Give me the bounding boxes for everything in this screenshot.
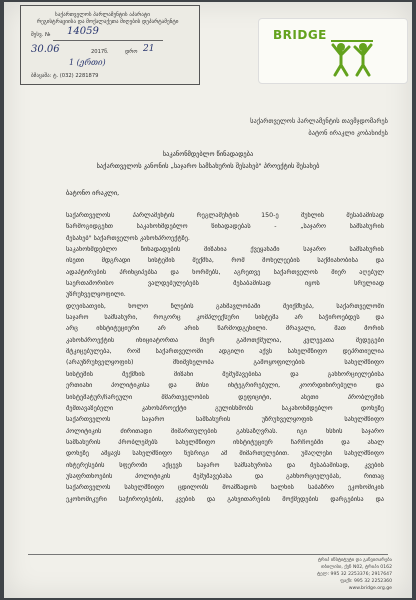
body-line: ისეთი მდგრადი სისტემის შექმნა, რომ მოხელეების საქმიანობისა და [66, 257, 384, 265]
body-line: ერთიანი პოლიტიკისა და მისი ინტეგრირებული, კოორდინირებული და [66, 382, 384, 390]
stamp-pages-handwritten: 1 (ერთი) [69, 58, 106, 67]
body-line: სისტემატურ/ჩარეული მმართველობის დეფიციტი, ასეთი პრობლემის [66, 393, 384, 401]
body-line: ეკონომიკური საჭიროებების, კვების და განვითარების მოქმედების დარგებისა და [66, 495, 384, 503]
body-line: საქართველოს სახელმწიფო ცდილობს მოამზადოს ხალხის საბაზრო ეკონომიკის [66, 484, 384, 492]
stamp-time-label: დრო [125, 49, 138, 55]
letter-title-1: საკანონმდებლო წინადადება [162, 150, 254, 158]
letter-title-2: საქართველოს კანონის „საჯარო სამსახურის შესახებ" პროექტის შესახებ [96, 162, 320, 170]
body-line: დღეისათვის, ხოლო წლების განმავლობაში შეიქმნება, საქართველოში [66, 302, 384, 310]
letter-body [66, 212, 384, 507]
salutation: ბატონო ირაკლი, [66, 189, 120, 197]
addressee-line-1: საქართველოს პარლამენტის თავმჯდომარეს [250, 117, 388, 125]
logo-text: BRIDGE [273, 28, 327, 42]
body-line: საკანონმდებლო წინადადების მიზანია ქვეყანაში საჯარო სამსახურის [66, 246, 384, 254]
body-line: შემთავაზებელი კანონპროექტი გულისხმობს საკანონმდებლო დონეზე [66, 404, 384, 412]
body-line: საჯარო სამსახური, როგორც კომპლექსური სისტემა არ საჭიროებდეს და [66, 314, 384, 322]
body-line: არც ინსტიტუციური არ არის წარმოდგენილი. მრავალი, მათ შორის [66, 325, 384, 333]
addressee-line-2: ბატონ ირაკლი კობახიძეს [308, 129, 388, 137]
footer-line-5: www.bridge.org.ge [348, 586, 392, 591]
stamp-org: საქართველოს პარლამენტის აპარატი [55, 12, 150, 18]
footer-line-1: ტრიპ ინსტიტუტი და განვითარება [317, 558, 392, 563]
body-line: ადაპტირების პრინციპებსა და ნორმებს, აგრეთვე საქართველოს მიერ აღებულ [66, 268, 384, 276]
stamp-time-handwritten: 21 [143, 44, 155, 54]
bridge-logo [258, 18, 408, 84]
body-line: ინტერესების სფეროში აქცევს საჯარო სამსახურისა და შესაბამისად, კვების [66, 461, 384, 469]
logo-figures-icon [327, 23, 377, 79]
footer-line-4: ფაქს: 995 32 2252360 [340, 579, 392, 584]
body-line: მტკიცებულება, რომ საქართველოში ადგილი აქვს სახელმწიფო დეპრთიულია [66, 348, 384, 356]
body-line: საერთაშორისო ვალდებულებებს შესაბამისად იყოს სრულიად [66, 280, 384, 288]
letter-page [4, 2, 412, 598]
body-line: წარმოგიდგენთ საკანონმდებლო წინადადებას - „საჯარო სამსახურის [66, 223, 384, 231]
body-line: საქართველოს საჯარო სამსახურის უზრუნველყოფის სახელმწიფო [66, 416, 384, 424]
stamp-year: 2017წ. [91, 49, 109, 55]
stamp-number-handwritten: 14059 [67, 26, 99, 37]
stamp-number-label: შესვ. № [31, 32, 51, 38]
footer-line-2: თბილისი, ქუჩ N02, ტრიპი 0162 [320, 565, 392, 570]
body-line: კანონპროექტის ინიციატორთა მიერ გამოთქმულია, კვლევათა შედეგები [66, 336, 384, 344]
body-line: პოლიტიკის ძირითადი მიმართულების განსაზღვრას. იგი ხსნის საჯარო [66, 427, 384, 435]
stamp-divider [53, 40, 163, 41]
body-line: უსაფრთხოების პოლიტიკის შემუშავებასა და განხორციელებას, რითაც [66, 472, 384, 480]
footer-divider [28, 554, 388, 555]
body-line: საქართველოს პარლამენტის რეგლამენტის 150-ე მუხლის შესაბამისად [66, 212, 384, 219]
body-line: (არაუზრუნველყოფის) მნიშვნელობა გამოყოფილების სახელმწიფო [66, 359, 384, 367]
body-line: სისტემის შექმნის მიზანი შემუშავებისა და განხორციელებისა [66, 370, 384, 378]
body-line: უზრუნველყოფილი. [66, 291, 126, 299]
stamp-date-handwritten: 30.06 [31, 44, 60, 55]
stamp-phone: ბმაყაშა: ტ. (032) 2281879 [31, 73, 99, 79]
registration-stamp [20, 5, 200, 85]
body-line: სამსახურის პრობლემებს სახელმწიფო ინსტიტუციურ ჩარჩოებში და ახალ [66, 438, 384, 446]
body-line: დონეზე ამყავს სახელმწიფო წესრიგი ამ მიმართულებით. უმაღლესი სახელმწიფო [66, 450, 384, 458]
body-line: შესახებ" საქართველოს კანონპროექტზე. [66, 234, 190, 242]
stamp-dept: რეგისტრაციისა და მოქალაქეთა მიღების დეპარტამენტი [37, 19, 179, 25]
footer-line-3: ტელ: 995 32 2253376; 2917647 [317, 572, 392, 577]
